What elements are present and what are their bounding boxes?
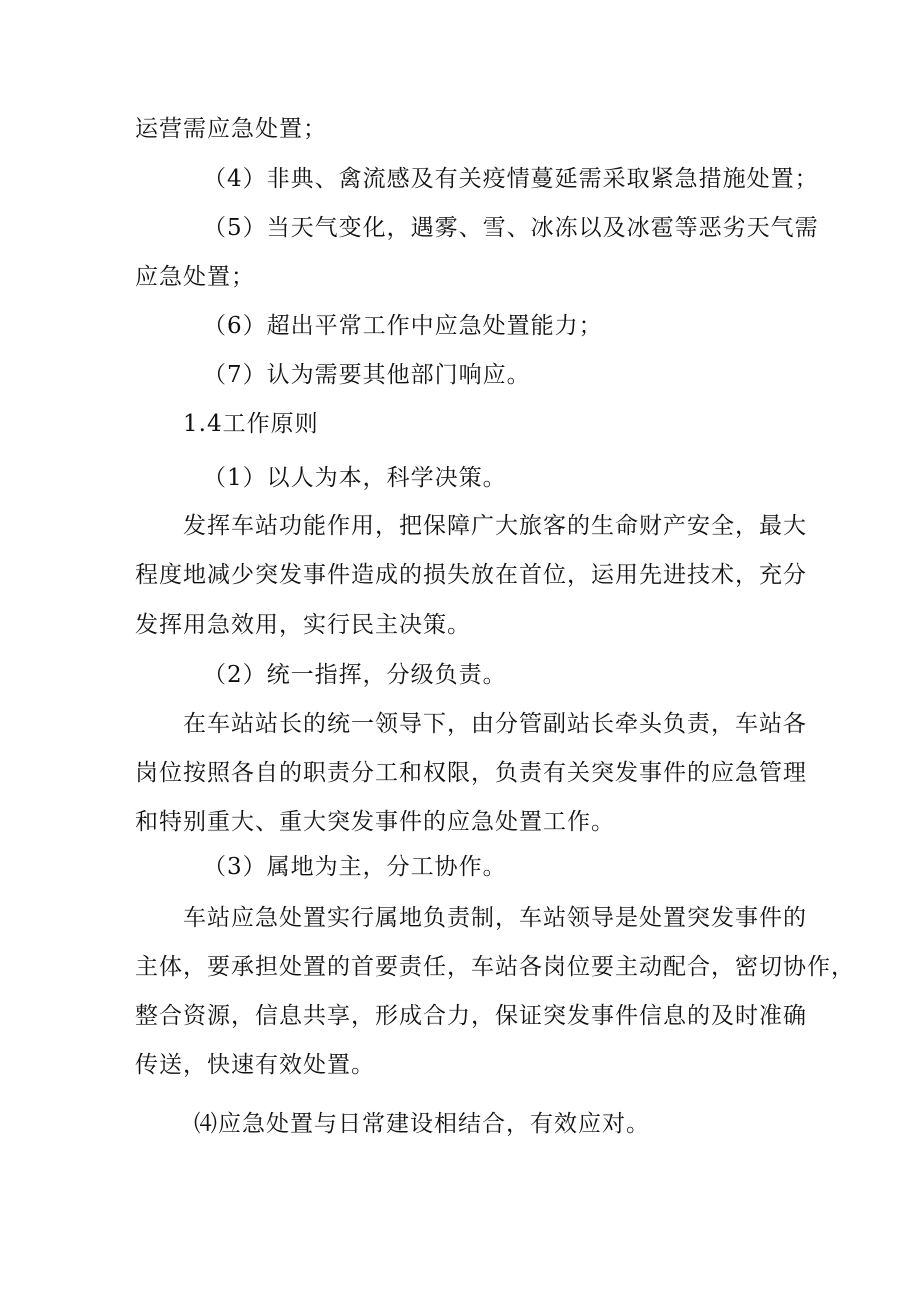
principle-1-heading: （1）以人为本，科学决策。 <box>203 465 507 491</box>
list-item-7: （7）认为需要其他部门响应。 <box>203 362 531 388</box>
principle-3-paragraph-line-3: 整合资源，信息共享，形成合力，保证突发事件信息的及时准确 <box>135 1003 807 1029</box>
principle-1-paragraph-line-1: 发挥车站功能作用，把保障广大旅客的生命财产安全，最大 <box>183 513 807 539</box>
list-item-4: （4）非典、禽流感及有关疫情蔓延需采取紧急措施处置； <box>203 166 819 192</box>
principle-3-heading: （3）属地为主，分工协作。 <box>203 854 507 880</box>
list-item-5: （5）当天气变化，遇雾、雪、冰冻以及冰雹等恶劣天气需 <box>203 215 819 241</box>
principle-2-heading: （2）统一指挥，分级负责。 <box>203 662 507 688</box>
principle-2-paragraph-line-3: 和特别重大、重大突发事件的应急处置工作。 <box>135 809 615 835</box>
principle-1-paragraph-line-3: 发挥用急效用，实行民主决策。 <box>135 612 471 638</box>
principle-2-paragraph-line-2: 岗位按照各自的职责分工和权限，负责有关突发事件的应急管理 <box>135 760 807 786</box>
principle-3-paragraph-line-2: 主体，要承担处置的首要责任，车站各岗位要主动配合，密切协作， <box>135 954 855 980</box>
principle-3-paragraph-line-1: 车站应急处置实行属地负责制，车站领导是处置突发事件的 <box>183 905 807 931</box>
principle-4-heading: ⑷应急处置与日常建设相结合，有效应对。 <box>194 1111 650 1137</box>
principle-3-paragraph-line-4: 传送，快速有效处置。 <box>135 1052 375 1078</box>
list-item-6: （6）超出平常工作中应急处置能力； <box>203 313 603 339</box>
principle-1-paragraph-line-2: 程度地减少突发事件造成的损失放在首位，运用先进技术，充分 <box>135 562 807 588</box>
list-item-5-continuation: 应急处置； <box>135 264 255 290</box>
text-line-1: 运营需应急处置； <box>135 116 327 142</box>
principle-2-paragraph-line-1: 在车站站长的统一领导下，由分管副站长牵头负责，车站各 <box>183 711 807 737</box>
section-heading: 1.4工作原则 <box>183 411 319 437</box>
